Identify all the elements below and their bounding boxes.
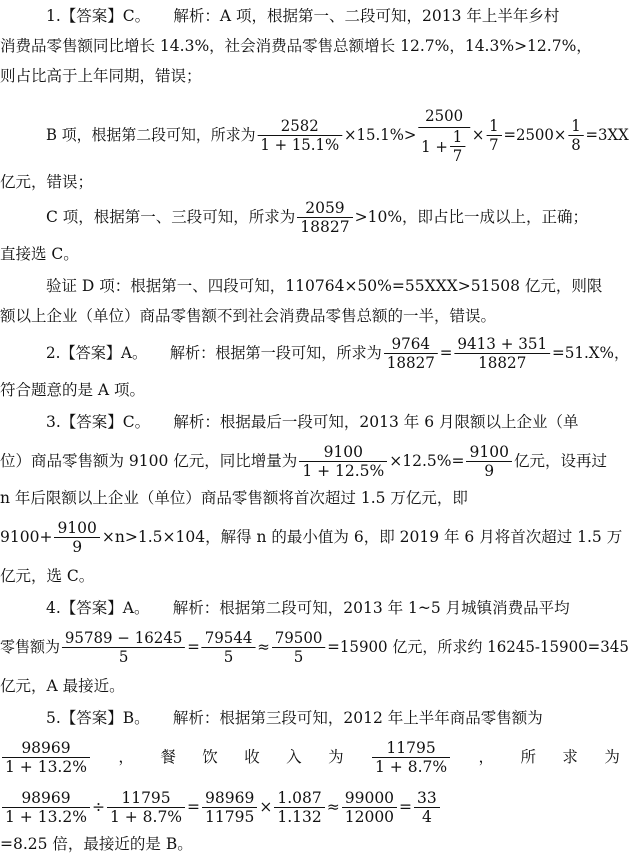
q4-f3-denominator: 5 [293, 647, 304, 666]
q5-l2-comma-1: ， [118, 748, 134, 766]
q5-line3 [0, 786, 442, 828]
q5-l3-f4-denominator: 1.132 [277, 807, 322, 826]
q1-b-prefix: B 项，根据第二段可知，所求为 [46, 126, 256, 144]
q5-l3-fraction-3 [202, 789, 257, 826]
q1-option-b-formula [46, 100, 629, 170]
q1-b-times: × [471, 126, 485, 144]
q3-line5: 亿元，选 C。 [0, 567, 95, 585]
q4-approx: ≈ [257, 638, 270, 656]
q2-line2: 符合题意的是 A 项。 [0, 381, 146, 399]
q5-line1: 5.【答案】B。 解析：根据第三段可知，2012 年上半年商品零售额为 [46, 709, 543, 727]
q5-l2-char: 餐 [160, 748, 176, 766]
q1-b-line2: 亿元，错误； [0, 173, 94, 191]
q5-l3-f4-numerator: 1.087 [274, 789, 324, 808]
q1-c-denominator: 18827 [300, 217, 350, 236]
q5-l3-approx: ≈ [326, 798, 340, 816]
q1-b-mid2: =2500× [503, 126, 567, 144]
q3-f2-denominator: 9 [484, 461, 495, 480]
q4-f1-numerator: 95789 − 16245 [62, 629, 185, 648]
q3-f2-numerator: 9100 [466, 443, 511, 462]
q3-l4-fraction [54, 519, 99, 556]
q5-l3-f5-denominator: 12000 [344, 807, 395, 826]
q3-line1: 3.【答案】C。 解析：根据最后一段可知，2013 年 6 月限额以上企业（单 [46, 413, 579, 431]
q1-b-fraction-3 [486, 117, 501, 154]
q1-c-suffix: >10%，即占比一成以上，正确； [354, 208, 589, 226]
q1-option-c-formula [46, 196, 588, 238]
q3-line4 [0, 516, 622, 558]
q4-fraction-2 [202, 629, 256, 666]
q4-f3-numerator: 79500 [272, 629, 326, 648]
q1-b-fraction-4 [568, 117, 583, 154]
q5-l2-fraction-2 [372, 739, 450, 776]
q4-equals: = [187, 638, 200, 656]
q1-b-f1-denominator: 1 + 15.1% [260, 135, 340, 154]
q5-l3-f3-numerator: 98969 [202, 789, 257, 808]
q5-l2-char: 收 [244, 748, 260, 766]
q5-l2-comma-2: ， [478, 748, 495, 766]
q2-fraction-2 [454, 335, 550, 372]
q4-fraction-3 [272, 629, 326, 666]
q1-line1: 1.【答案】C。 解析：A 项，根据第一、二段可知，2013 年上半年乡村 [46, 7, 560, 25]
q1-line3: 则占比高于上年同期，错误； [0, 67, 202, 85]
q5-l3-times: × [259, 798, 273, 816]
q5-l3-fraction-6 [414, 789, 440, 826]
q5-l3-f6-denominator: 4 [421, 807, 432, 826]
q5-line4: =8.25 倍，最接近的是 B。 [0, 835, 193, 853]
q1-b-f2-den-num: 1 [450, 128, 465, 147]
q2-formula-line [46, 332, 629, 374]
q5-l2-char: 饮 [202, 748, 218, 766]
q5-l2-char: 为 [604, 748, 620, 766]
q5-l3-equals-2: = [399, 798, 413, 816]
q2-f1-denominator: 18827 [386, 353, 435, 372]
q5-l2-f1-denominator: 1 + 13.2% [5, 757, 87, 776]
q5-l3-divide: ÷ [91, 798, 105, 816]
q3-l4-denominator: 9 [72, 537, 83, 556]
q1-b-f2-den-prefix: 1 + [421, 137, 448, 156]
q4-f1-denominator: 5 [118, 647, 129, 666]
q1-c-numerator: 2059 [297, 199, 352, 218]
q5-l3-equals: = [187, 798, 201, 816]
q1-c-fraction [297, 199, 352, 236]
q5-l2-f2-numerator: 11795 [372, 739, 450, 758]
q2-equals: = [439, 344, 453, 362]
q4-f2-numerator: 79544 [202, 629, 256, 648]
q1-b-f1-numerator: 2582 [257, 117, 342, 136]
q5-l2-char: 入 [286, 748, 302, 766]
q5-l3-fraction-5 [342, 789, 397, 826]
q1-b-fraction-2 [418, 105, 470, 165]
q5-l2-f2-denominator: 1 + 8.7% [375, 757, 448, 776]
q4-l2-prefix: 零售额为 [0, 638, 61, 656]
q3-l4-numerator: 9100 [54, 519, 99, 538]
q3-f1-denominator: 1 + 12.5% [302, 461, 385, 480]
q1-c-prefix: C 项，根据第一、三段可知，所求为 [46, 208, 296, 226]
q5-l3-f6-numerator: 33 [414, 789, 440, 808]
q5-l2-char: 为 [328, 748, 344, 766]
q5-l2-fraction-1 [2, 739, 90, 776]
q2-f2-denominator: 18827 [478, 353, 527, 372]
q2-f1-numerator: 9764 [384, 335, 438, 354]
q1-b-f4-numerator: 1 [568, 117, 583, 136]
q5-l3-f3-denominator: 11795 [205, 807, 255, 826]
q1-b-end: =3XX [585, 126, 629, 144]
q2-f2-numerator: 9413 + 351 [454, 335, 550, 354]
q1-b-fraction-1 [257, 117, 342, 154]
q5-l2-char: 求 [562, 748, 578, 766]
q4-l2-suffix: =15900 亿元，所求约 16245-15900=345 [327, 638, 629, 656]
q2-fraction-1 [384, 335, 438, 372]
q3-f1-numerator: 9100 [299, 443, 387, 462]
q3-fraction-1 [299, 443, 387, 480]
q4-line1: 4.【答案】A。 解析：根据第二段可知，2013 年 1~5 月城镇消费品平均 [46, 599, 570, 617]
q1-b-mid1: ×15.1%> [344, 126, 417, 144]
q3-l4-prefix: 9100+ [0, 528, 53, 546]
q3-l4-suffix: ×n>1.5×104，解得 n 的最小值为 6，即 2019 年 6 月将首次超过 1.5 万 [101, 528, 623, 546]
q4-f2-denominator: 5 [223, 647, 234, 666]
q5-l3-f1-denominator: 1 + 13.2% [5, 807, 87, 826]
q5-l2-char: 所 [520, 748, 536, 766]
q2-prefix: 2.【答案】A。 解析：根据第一段可知，所求为 [46, 344, 382, 362]
q5-l3-fraction-2 [107, 789, 185, 826]
q4-line3: 亿元，A 最接近。 [0, 677, 125, 695]
q1-c-line2: 直接选 C。 [0, 245, 79, 263]
q5-l3-f5-numerator: 99000 [342, 789, 397, 808]
q5-l2-f1-numerator: 98969 [2, 739, 90, 758]
q5-l3-f1-numerator: 98969 [2, 789, 90, 808]
q1-b-f2-numerator: 2500 [418, 105, 470, 128]
q2-suffix: =51.X%， [552, 344, 630, 362]
q5-l3-fraction-1 [2, 789, 90, 826]
q4-fraction-1 [62, 629, 185, 666]
q5-l3-fraction-4 [274, 789, 324, 826]
q3-l2-mid: ×12.5%= [389, 452, 465, 470]
q1-b-f2-den-den: 7 [452, 147, 463, 165]
q5-l3-f2-numerator: 11795 [107, 789, 185, 808]
q3-l2-prefix: 位）商品零售额为 9100 亿元，同比增量为 [0, 452, 298, 470]
q1-line2: 消费品零售额同比增长 14.3%，社会消费品零售总额增长 12.7%，14.3%>12.7%， [0, 37, 592, 55]
q4-formula-line [0, 626, 629, 668]
q3-l2-suffix: 亿元，设再过 [513, 452, 607, 470]
q3-formula-line [0, 440, 607, 482]
q1-b-f4-denominator: 8 [571, 135, 581, 154]
q5-line2 [0, 736, 620, 778]
q3-fraction-2 [466, 443, 511, 480]
q1-d-line1: 验证 D 项：根据第一、四段可知，110764×50%=55XXX>51508 亿元，则限 [46, 277, 603, 295]
q1-b-f2-denominator [418, 128, 470, 165]
q1-b-f2-den-fraction [450, 128, 465, 165]
q1-b-f3-denominator: 7 [489, 135, 499, 154]
q3-line3: n 年后限额以上企业（单位）商品零售额将首次超过 1.5 万亿元，即 [0, 489, 468, 507]
q5-l3-f2-denominator: 1 + 8.7% [109, 807, 183, 826]
q1-b-f3-numerator: 1 [486, 117, 501, 136]
q1-d-line2: 额以上企业（单位）商品零售额不到社会消费品零售总额的一半，错误。 [0, 307, 497, 325]
